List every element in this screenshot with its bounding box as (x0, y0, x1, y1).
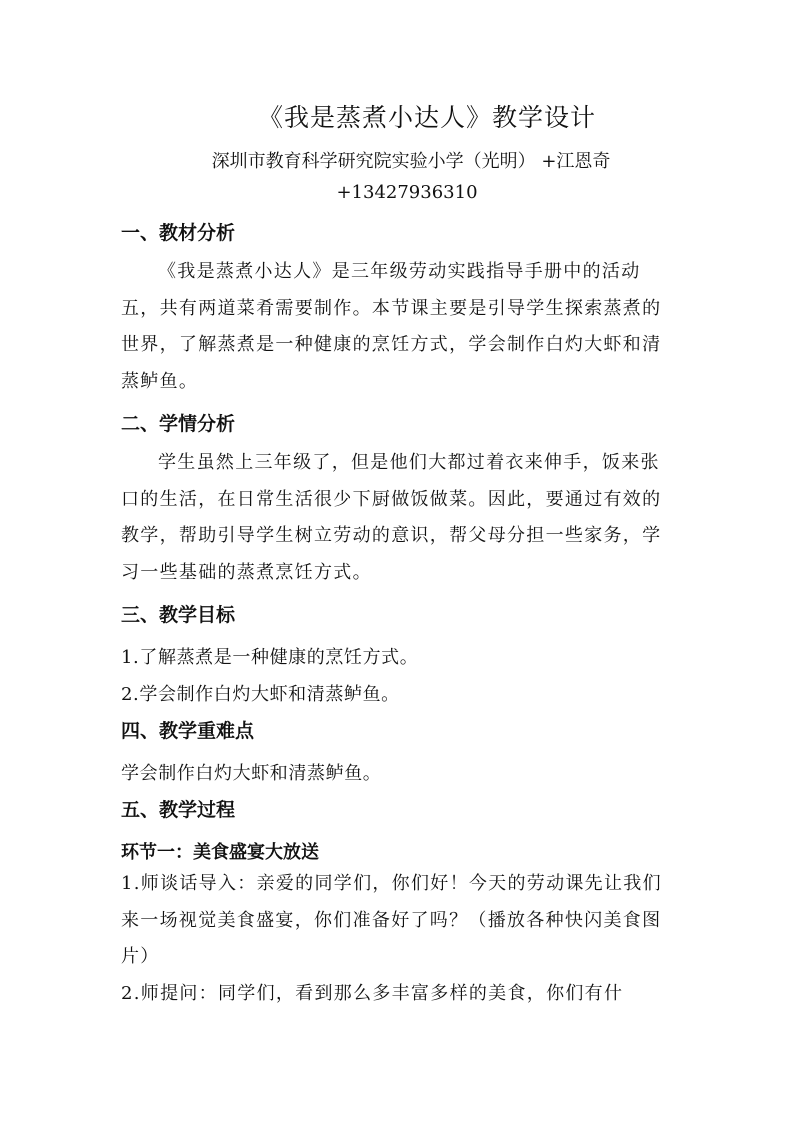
author-line: 深圳市教育科学研究院实验小学（光明） +江恩奇 (211, 151, 611, 172)
document-title: 《我是蒸煮小达人》教学设计 (257, 103, 596, 132)
goal-item-1: 1.了解蒸煮是一种健康的烹饪方式。 (121, 647, 419, 668)
section-heading-materials: 一、教材分析 (121, 222, 236, 244)
section-heading-students: 二、学情分析 (121, 413, 236, 435)
process-paragraph-2: 2.师提问：同学们，看到那么多丰富多样的美食，你们有什 (121, 983, 624, 1004)
key-points-body: 学会制作白灼大虾和清蒸鲈鱼。 (121, 763, 382, 784)
section-heading-goals: 三、教学目标 (121, 604, 236, 626)
section-body-students: 学生虽然上三年级了，但是他们大都过着衣来伸手，饭来张口的生活，在日常生活很少下厨做饭做菜。因此，要通过有效的教学，帮助引导学生树立劳动的意识，帮父母分担一些家务，学习一些基础的蒸煮烹饪方式。 (121, 452, 662, 583)
process-paragraph-1: 1.师谈话导入：亲爱的同学们，你们好！今天的劳动课先让我们来一场视觉美食盛宴，你们准备好了吗？（播放各种快闪美食图片） (121, 873, 662, 967)
section-heading-process: 五、教学过程 (121, 799, 236, 821)
section-body-materials: 《我是蒸煮小达人》是三年级劳动实践指导手册中的活动五，共有两道菜肴需要制作。本节课主要是引导学生探索蒸煮的世界，了解蒸煮是一种健康的烹饪方式，学会制作白灼大虾和清蒸鲈鱼。 (121, 261, 662, 392)
process-step-heading: 环节一：美食盛宴大放送 (121, 842, 319, 863)
section-heading-key-points: 四、教学重难点 (121, 720, 255, 742)
phone-line: +13427936310 (336, 182, 478, 203)
goal-item-2: 2.学会制作白灼大虾和清蒸鲈鱼。 (121, 684, 400, 705)
